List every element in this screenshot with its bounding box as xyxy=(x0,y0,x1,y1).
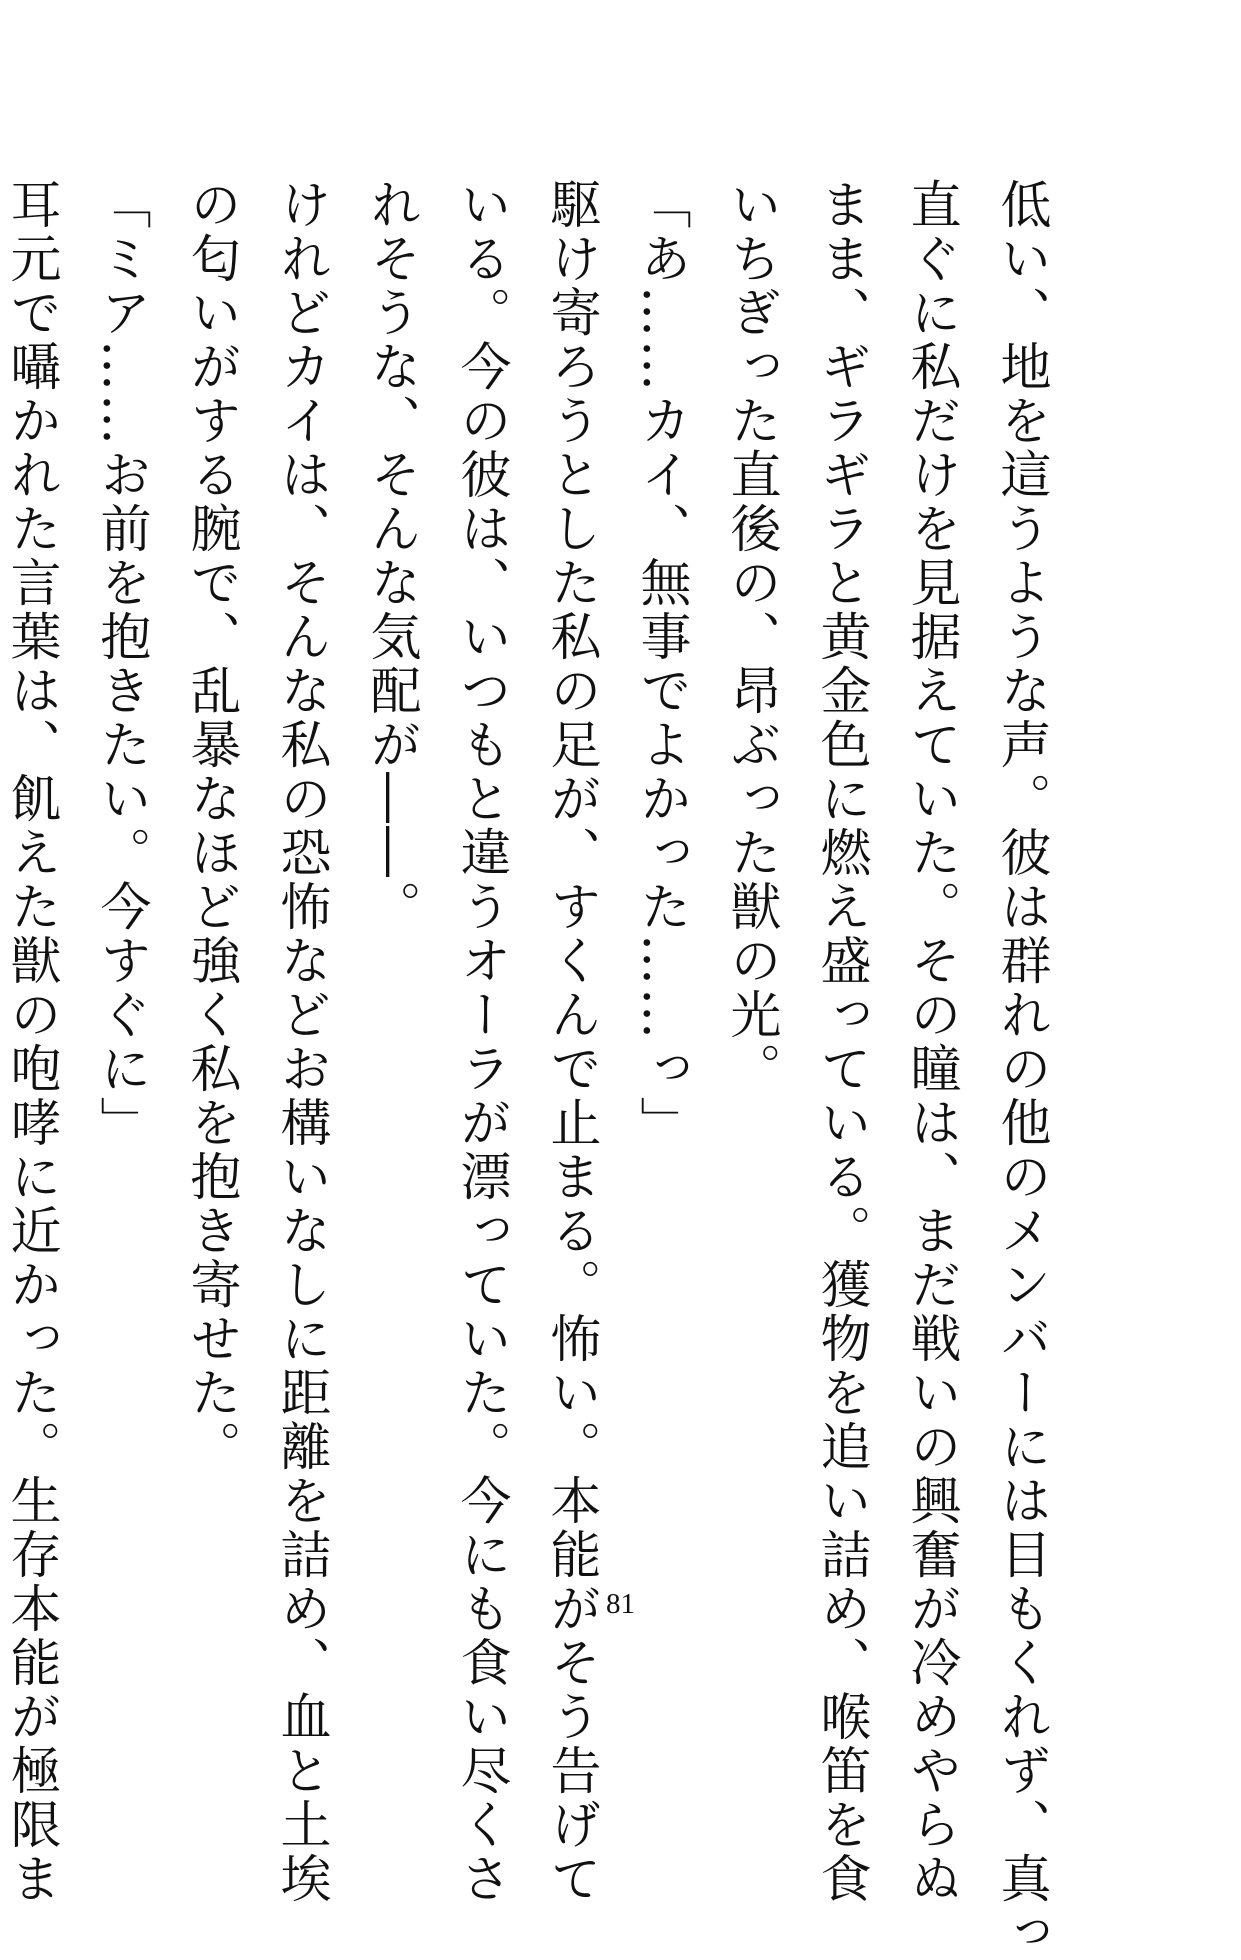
text-line-1: 低い、地を這うような声。彼は群れの他のメンバーには目もくれず、真っ xyxy=(991,178,1050,1960)
text-line-10: の匂いがする腕で、乱暴なほど強く私を抱き寄せた。 xyxy=(181,178,240,1474)
text-line-12: 耳元で囁かれた言葉は、飢えた獣の咆哮に近かった。生存本能が極限ま xyxy=(1,178,60,1906)
text-line-11: 「ミア……お前を抱きたい。今すぐに」 xyxy=(91,178,150,1150)
text-line-9: けれどカイは、そんな私の恐怖などお構いなしに距離を詰め、血と土埃 xyxy=(271,178,330,1906)
text-line-7: いる。今の彼は、いつもと違うオーラが漂っていた。今にも食い尽くさ xyxy=(451,178,510,1906)
text-line-8: れそうな、そんな気配が――。 xyxy=(361,178,420,934)
text-line-4: いちぎった直後の、昂ぶった獣の光。 xyxy=(721,178,780,1096)
text-line-3: まま、ギラギラと黄金色に燃え盛っている。獲物を追い詰め、喉笛を食 xyxy=(811,178,870,1906)
text-line-5: 「あ……カイ、無事でよかった……っ」 xyxy=(631,178,690,1150)
page-number: 81 xyxy=(606,1588,635,1620)
text-line-6: 駆け寄ろうとした私の足が、すくんで止まる。怖い。本能がそう告げて xyxy=(541,178,600,1906)
text-line-2: 直ぐに私だけを見据えていた。その瞳は、まだ戦いの興奮が冷めやらぬ xyxy=(901,178,960,1906)
